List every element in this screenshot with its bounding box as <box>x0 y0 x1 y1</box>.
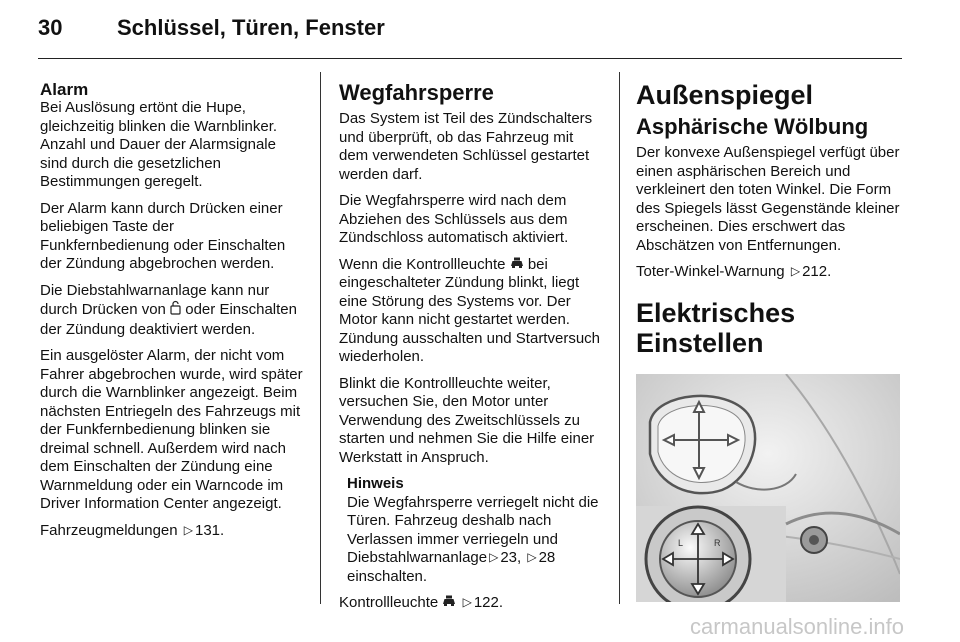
triangle-right-icon: ▷ <box>790 264 801 278</box>
section-heading: Asphärische Wölbung <box>636 114 869 139</box>
column-alarm <box>40 80 306 548</box>
paragraph <box>40 282 306 340</box>
paragraph: Der Alarm kann durch Drücken einer beliebigen Taste der Funkfernbedienung oder Einschalten der Zündung abgebrochen werden. <box>40 199 286 272</box>
column-aussenspiegel <box>636 80 902 602</box>
column-divider <box>320 72 321 604</box>
paragraph: Die Wegfahrsperre wird nach dem Abziehen des Schlüssels aus dem Zündschloss automatisch aktiviert. <box>339 192 569 246</box>
reference-page[interactable]: 28 <box>538 549 556 567</box>
triangle-right-icon: ▷ <box>489 550 499 565</box>
cross-reference[interactable] <box>636 263 902 282</box>
paragraph: Blinkt die Kontrollleuchte weiter, versuchen Sie, den Motor unter Verwendung des Zweitschlüssels zu starten und nehmen Sie die Hilfe einer Werkstatt in Anspruch. <box>339 374 595 466</box>
watermark: carmanualsonline.info <box>689 614 904 639</box>
immobilizer-lamp-icon <box>442 594 456 613</box>
section-heading-wegfahrsperre: Wegfahrsperre <box>339 80 494 105</box>
triangle-right-icon: ▷ <box>462 595 472 610</box>
unlock-remote-icon <box>170 300 181 321</box>
section-heading-alarm: Alarm <box>40 80 89 99</box>
reference-label: Toter-Winkel-Warnung <box>636 263 785 280</box>
note-text: Die Wegfahrsperre verriegelt nicht die Türen. Fahrzeug deshalb nach Verlassen immer verriegeln und Diebstahlwarnanlage <box>347 493 599 567</box>
reference-page[interactable]: 131. <box>195 521 225 539</box>
paragraph-text: bei eingeschalteter Zündung blinkt, liegt eine Störung des Systems vor. Der Motor kann nicht gestartet werden. Zündung ausschalten und Startversuch wiederholen. <box>339 255 600 366</box>
paragraph-text: Wenn die Kontrollleuchte <box>339 255 506 273</box>
paragraph <box>339 256 605 367</box>
note-title: Hinweis <box>347 475 404 493</box>
column-divider <box>619 72 620 604</box>
section-heading-elektrisch: Elektrisches Einstellen <box>636 297 796 358</box>
reference-label: Fahrzeugmeldungen <box>40 521 178 539</box>
reference-page[interactable]: 122. <box>473 594 504 612</box>
header-rule <box>38 58 902 59</box>
triangle-right-icon: ▷ <box>527 550 537 565</box>
paragraph: Bei Auslösung ertönt die Hupe, gleichzeitig blinken die Warnblinker. Anzahl und Dauer der Alarmsignale sind durch die gesetzlichen Bestimmungen geregelt. <box>40 99 278 190</box>
chapter-heading: Außenspiegel <box>636 80 814 110</box>
paragraph: Das System ist Teil des Zündschalters und überprüft, ob das Fahrzeug mit dem verwendeten Schlüssel gestartet werden darf. <box>339 110 593 183</box>
paragraph-text: Die Diebstahlwarnanlage kann nur durch Drücken von <box>40 281 270 319</box>
note-text: einschalten. <box>347 567 428 585</box>
paragraph: Ein ausgelöster Alarm, der nicht vom Fahrer abgebrochen wurde, wird später durch die Warnblinker angezeigt. Beim nächsten Entriegeln des Fahrzeugs mit der Funkfernbedienung blinken sie dreimal schnell. Außerdem wird nach dem Einschalten der Zündung eine Warnmeldung oder ein Warncode im Driver Information Center angezeigt. <box>40 347 303 512</box>
reference-page[interactable]: 23, <box>500 549 522 567</box>
cross-reference[interactable] <box>339 594 605 613</box>
page-number: 30 <box>38 15 63 40</box>
reference-page[interactable]: 212. <box>802 263 832 280</box>
svg-text:R: R <box>714 537 721 548</box>
paragraph: Der konvexe Außenspiegel verfügt über einen asphärischen Bereich und verkleinert den toten Winkel. Die Form des Spiegels lässt Gegenstände kleiner erscheinen. Dies erschwert das Abschätzen von Entfernungen. <box>636 144 900 254</box>
paragraph-text: oder Einschalten der Zündung deaktiviert werden. <box>40 301 297 338</box>
mirror-adjustment-figure <box>636 374 900 602</box>
page-title: Schlüssel, Türen, Fenster <box>117 15 385 40</box>
note-box <box>339 475 605 586</box>
column-wegfahrsperre <box>339 80 605 621</box>
triangle-right-icon: ▷ <box>183 522 193 537</box>
cross-reference[interactable] <box>40 522 306 541</box>
immobilizer-lamp-icon <box>510 256 524 275</box>
reference-label: Kontrollleuchte <box>339 594 439 612</box>
svg-text:L: L <box>678 537 684 548</box>
